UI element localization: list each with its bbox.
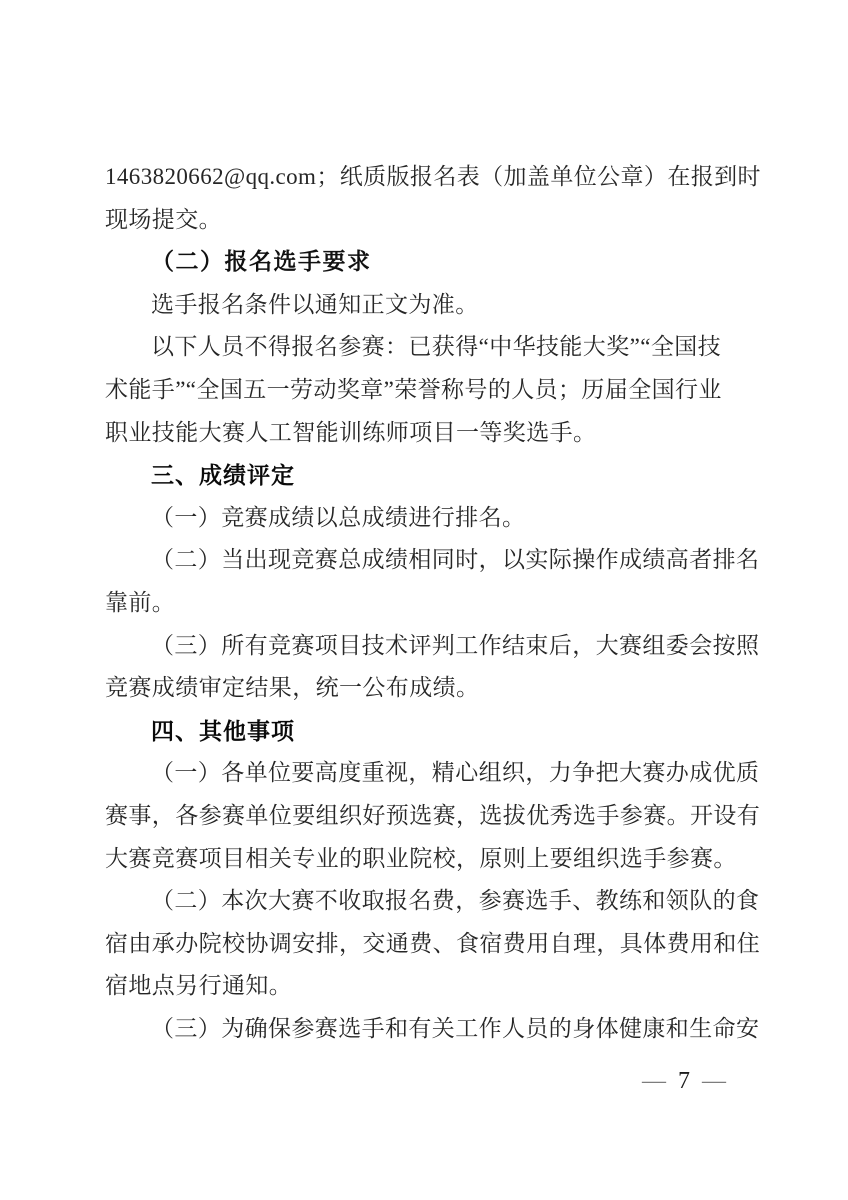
text-line: 竞赛成绩审定结果，统一公布成绩。 xyxy=(105,675,480,701)
text-line: 宿地点另行通知。 xyxy=(105,973,293,999)
text-line: 选手报名条件以通知正文为准。 xyxy=(151,291,479,317)
text-line: （二）本次大赛不收取报名费，参赛选手、教练和领队的食 xyxy=(151,888,760,914)
section-heading: 三、成绩评定 xyxy=(151,462,295,489)
text-line: （三）为确保参赛选手和有关工作人员的身体健康和生命安 xyxy=(151,1015,760,1041)
text-line: 赛事，各参赛单位要组织好预选赛，选拔优秀选手参赛。开设有 xyxy=(105,802,761,828)
section-heading: 四、其他事项 xyxy=(151,717,295,744)
text-line: 宿由承办院校协调安排，交通费、食宿费用自理，具体费用和住 xyxy=(105,930,761,956)
text-line: 职业技能大赛人工智能训练师项目一等奖选手。 xyxy=(105,419,597,445)
text-line: （一）竞赛成绩以总成绩进行排名。 xyxy=(151,504,526,530)
section-heading: （二）报名选手要求 xyxy=(151,249,372,275)
text-line: （二）当出现竞赛总成绩相同时，以实际操作成绩高者排名 xyxy=(151,547,760,573)
text-line: 以下人员不得报名参赛：已获得“中华技能大奖”“全国技 xyxy=(151,334,722,360)
text-line: 术能手”“全国五一劳动奖章”荣誉称号的人员；历届全国行业 xyxy=(105,376,722,402)
page-number xyxy=(642,1066,726,1096)
text-line: 靠前。 xyxy=(105,589,176,615)
text-line: 大赛竞赛项目相关专业的职业院校，原则上要组织选手参赛。 xyxy=(105,845,737,871)
text-line: 现场提交。 xyxy=(105,206,222,232)
page-number-left-dash: — xyxy=(642,1068,666,1094)
text-line: （三）所有竞赛项目技术评判工作结束后，大赛组委会按照 xyxy=(151,632,760,658)
page-number-right-dash: — xyxy=(702,1068,726,1094)
page-number-value: 7 xyxy=(678,1068,690,1094)
text-line: （一）各单位要高度重视，精心组织，力争把大赛办成优质 xyxy=(151,760,760,786)
document-body xyxy=(105,156,761,1050)
text-line: 1463820662@qq.com；纸质版报名表（加盖单位公章）在报到时 xyxy=(105,164,761,189)
